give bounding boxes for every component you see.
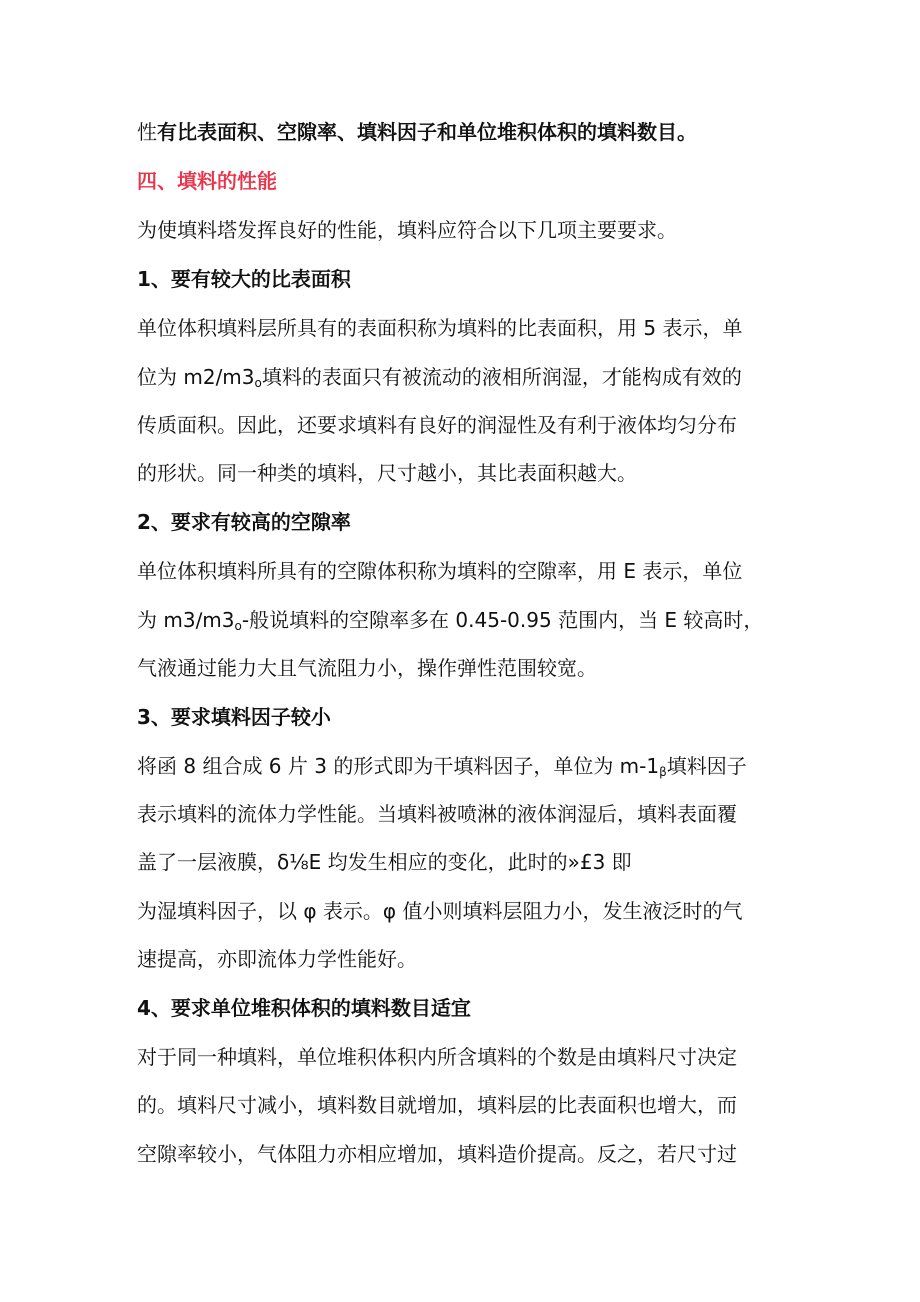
paragraph-4-line-1: 对于同一种填料，单位堆积体积内所含填料的个数是由填料尺寸决定 bbox=[137, 1045, 737, 1069]
subscript: o bbox=[234, 619, 242, 633]
subscript: o bbox=[254, 376, 262, 390]
line-prefix: 性 bbox=[137, 120, 157, 144]
subheading-1: 1、要有较大的比表面积 bbox=[137, 267, 351, 291]
line-bold-text: 有比表面积、空隙率、填料因子和单位堆积体积的填料数目。 bbox=[157, 120, 697, 144]
subheading-3: 3、要求填料因子较小 bbox=[137, 705, 331, 729]
paragraph-4-line-3: 空隙率较小，气体阻力亦相应增加，填料造价提高。反之，若尺寸过 bbox=[137, 1142, 737, 1166]
line-continuation bbox=[137, 117, 797, 147]
paragraph-1-line-3: 传质面积。因此，还要求填料有良好的润湿性及有利于液体均匀分布 bbox=[137, 413, 737, 437]
paragraph-3-line-3: 盖了一层液膜，δ⅛E 均发生相应的变化，此时的»£3 即 bbox=[137, 850, 632, 874]
subscript: β bbox=[659, 765, 667, 779]
paragraph-1-line-2 bbox=[137, 362, 797, 392]
paragraph-4-line-2: 的。填料尺寸减小，填料数目就增加，填料层的比表面积也增大，而 bbox=[137, 1093, 737, 1117]
text-run: 填料因子 bbox=[666, 754, 747, 778]
text-run: -般说填料的空隙率多在 0.45-0.95 范围内，当 E 较高时， bbox=[241, 608, 764, 632]
section-heading-4: 四、填料的性能 bbox=[137, 169, 277, 193]
paragraph-3-line-4: 为湿填料因子，以 φ 表示。φ 值小则填料层阻力小，发生液泛时的气 bbox=[137, 899, 743, 923]
paragraph-1-line-1: 单位体积填料层所具有的表面积称为填料的比表面积，用 5 表示，单 bbox=[137, 316, 743, 340]
intro-paragraph: 为使填料塔发挥良好的性能，填料应符合以下几项主要要求。 bbox=[137, 218, 677, 242]
subheading-4: 4、要求单位堆积体积的填料数目适宜 bbox=[137, 996, 471, 1020]
text-run: 将函 8 组合成 6 片 3 的形式即为干填料因子，单位为 m-1 bbox=[137, 754, 660, 778]
paragraph-1-line-4: 的形状。同一种类的填料，尺寸越小，其比表面积越大。 bbox=[137, 461, 637, 485]
text-run: 填料的表面只有被流动的液相所润湿，才能构成有效的 bbox=[261, 365, 742, 389]
paragraph-2-line-1: 单位体积填料所具有的空隙体积称为填料的空隙率，用 E 表示，单位 bbox=[137, 559, 743, 583]
paragraph-3-line-1 bbox=[137, 751, 797, 781]
paragraph-2-line-2 bbox=[137, 605, 797, 635]
subheading-2: 2、要求有较高的空隙率 bbox=[137, 510, 351, 534]
paragraph-3-line-5: 速提高，亦即流体力学性能好。 bbox=[137, 947, 417, 971]
text-run: 位为 m2/m3 bbox=[137, 365, 255, 389]
paragraph-3-line-2: 表示填料的流体力学性能。当填料被喷淋的液体润湿后，填料表面覆 bbox=[137, 802, 737, 826]
paragraph-2-line-3: 气液通过能力大且气流阻力小，操作弹性范围较宽。 bbox=[137, 656, 597, 680]
text-run: 为 m3∕m3 bbox=[137, 608, 235, 632]
